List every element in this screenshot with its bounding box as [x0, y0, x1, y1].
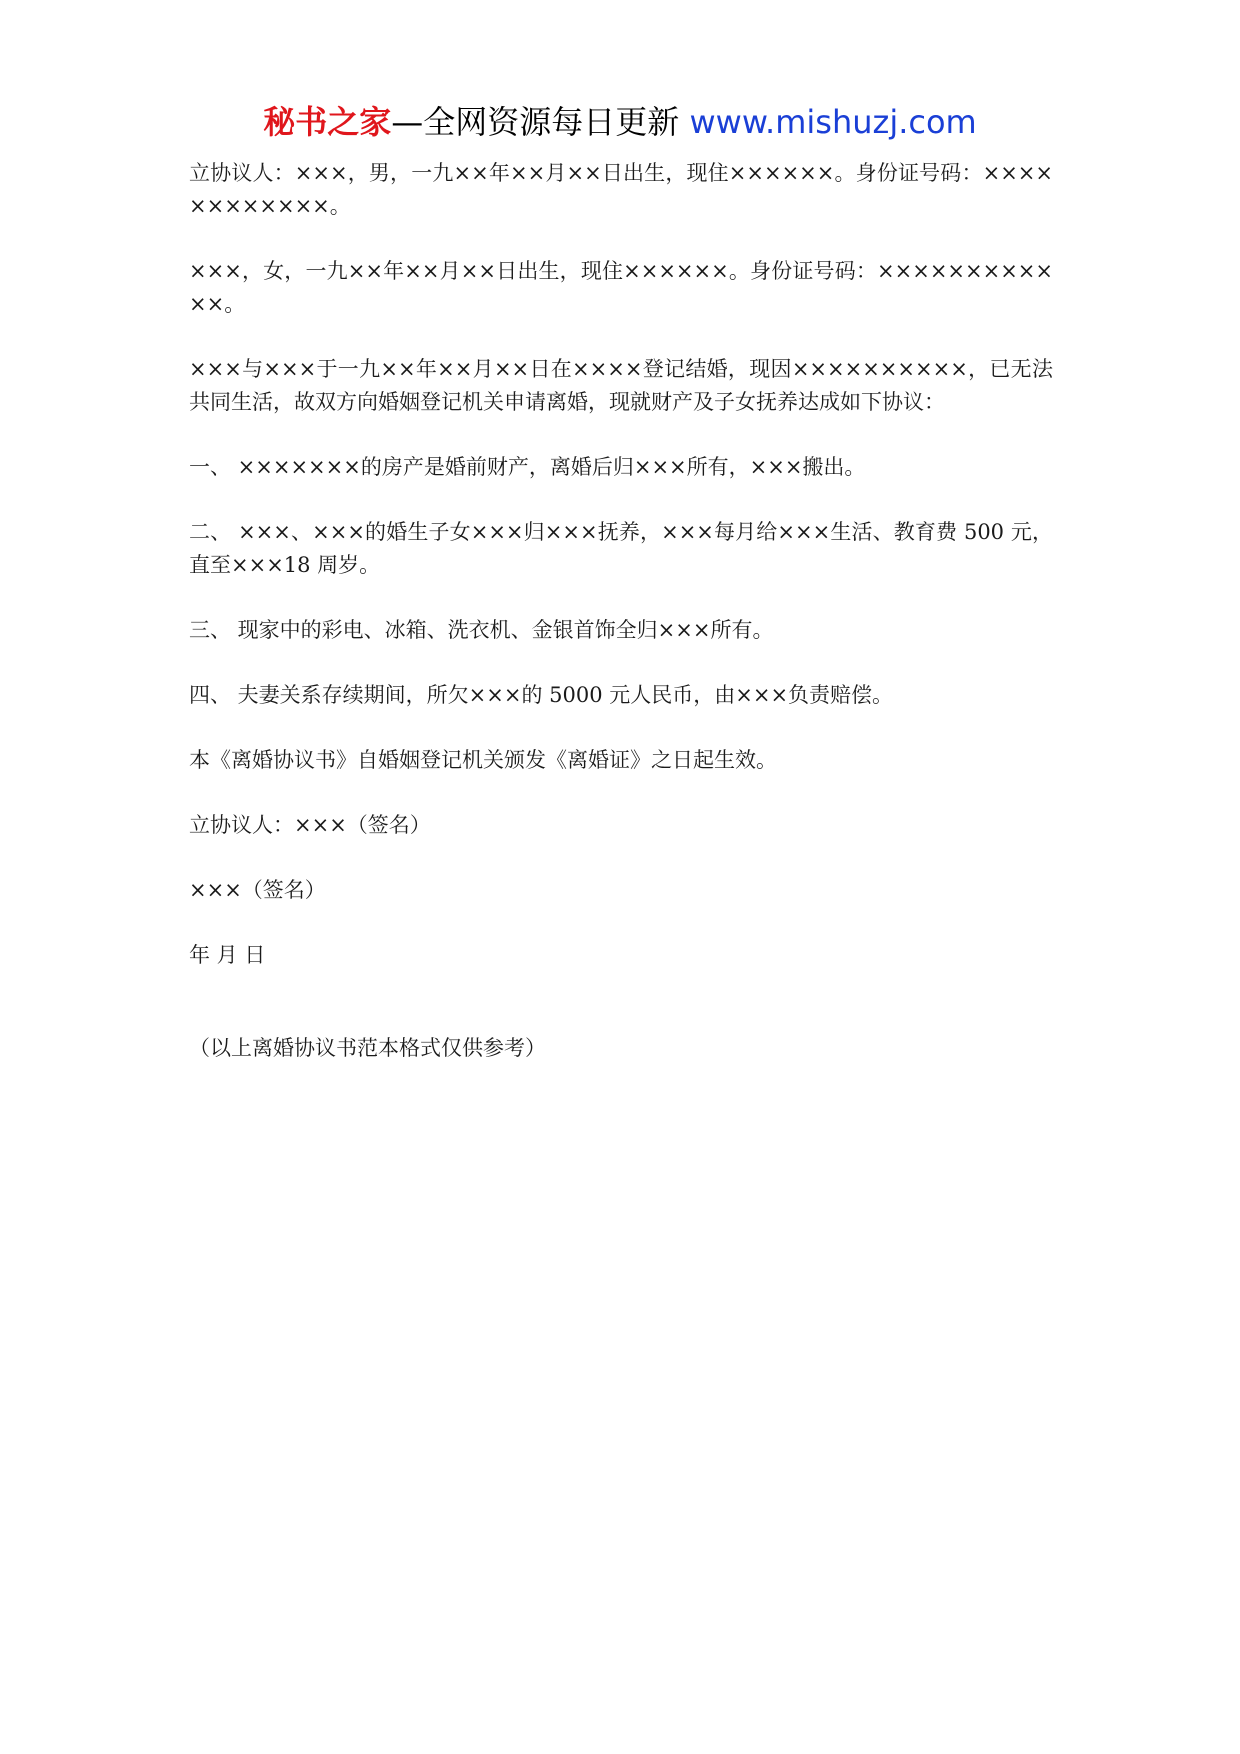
date-line: 年 月 日 — [189, 943, 266, 967]
party-one-paragraph: 立协议人：×××，男，一九××年××月××日出生，现住××××××。身份证号码：××××××××××××。 — [189, 161, 1053, 218]
party-two-paragraph: ×××，女，一九××年××月××日出生，现住××××××。身份证号码：××××××××××××。 — [189, 259, 1053, 316]
clause-one: 一、 ×××××××的房产是婚前财产，离婚后归×××所有，×××搬出。 — [189, 455, 866, 479]
effective-clause: 本《离婚协议书》自婚姻登记机关颁发《离婚证》之日起生效。 — [189, 748, 777, 772]
clause-three: 三、 现家中的彩电、冰箱、洗衣机、金银首饰全归×××所有。 — [189, 618, 774, 642]
signature-line-one: 立协议人：×××（签名） — [189, 813, 431, 837]
signature-line-two: ×××（签名） — [189, 878, 326, 902]
agreement-body — [189, 157, 1053, 972]
clause-two: 二、 ×××、×××的婚生子女×××归×××抚养，×××每月给×××生活、教育费 500 元，直至×××18 周岁。 — [189, 520, 1053, 577]
clause-four: 四、 夫妻关系存续期间，所欠×××的 5000 元人民币，由×××负责赔偿。 — [189, 683, 894, 707]
site-url-link[interactable]: www.mishuzj.com — [689, 103, 977, 141]
marriage-statement-paragraph: ×××与×××于一九××年××月××日在××××登记结婚，现因××××××××××，已无法共同生活，故双方向婚姻登记机关申请离婚，现就财产及子女抚养达成如下协议： — [189, 357, 1053, 414]
site-brand: 秘书之家 — [263, 103, 392, 141]
reference-note: （以上离婚协议书范本格式仅供参考） — [189, 1036, 546, 1060]
site-header — [0, 102, 1240, 142]
site-slogan: —全网资源每日更新 — [391, 103, 690, 141]
